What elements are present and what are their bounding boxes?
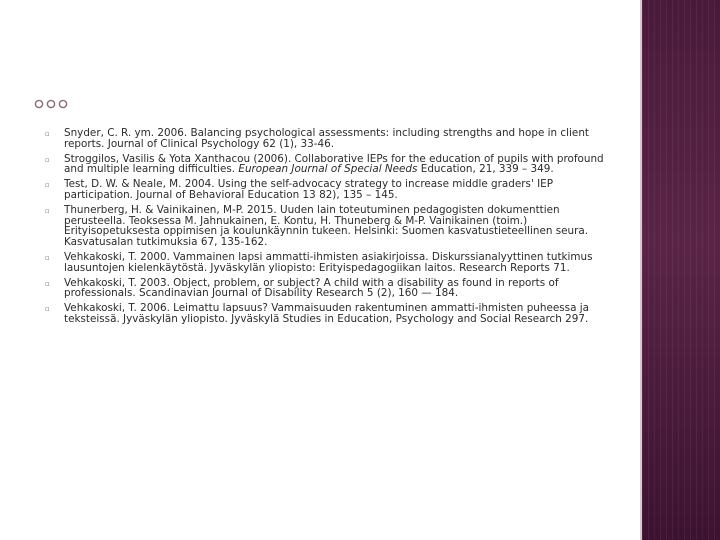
reference-item bbox=[45, 179, 610, 201]
reference-text: Stroggilos, Vasilis & Yota Xanthacou (2006). Collaborative IEPs for the education of pupils with profound and multiple learning difficulties. bbox=[64, 152, 604, 176]
reference-text: Thunerberg, H. & Vainikainen, M-P. 2015. Uuden lain toteutuminen pedagogisten dokumenttien perusteella. Teoksessa M. Jahnukainen, E. Kontu, H. Thuneberg & M-P. Vainikainen (toim.) Erityisopetuksesta oppimisen ja koulunkäynnin tukeen. Helsinki: Suomen kasvatustieteellinen seura. Kasvatusalan tutkimuksia 67, 135-162. bbox=[64, 203, 589, 249]
reference-text: Test, D. W. & Neale, M. 2004. Using the self-advocacy strategy to increase middle graders' IEP participation. Journal of Behavioral Education 13 82), 135 – 145. bbox=[64, 178, 554, 201]
decorative-side-band bbox=[642, 0, 720, 540]
reference-item bbox=[45, 278, 610, 300]
small-bullet-icon: ▫ bbox=[45, 253, 50, 262]
reference-italic-text: European Journal of Special Needs bbox=[238, 163, 418, 176]
reference-item bbox=[45, 128, 610, 150]
reference-text: Vehkakoski, T. 2000. Vammainen lapsi ammatti-ihmisten asiakirjoissa. Diskurssianalyyttinen tutkimus lausuntojen kielenkäytöstä. Jyväskylän yliopisto: Erityispedagogiikan laitos. Research Reports 71. bbox=[64, 250, 593, 274]
reference-item bbox=[45, 303, 610, 325]
small-bullet-icon: ▫ bbox=[45, 206, 50, 215]
three-circles-ornament-icon bbox=[33, 98, 73, 110]
reference-text: Vehkakoski, T. 2006. Leimattu lapsuus? Vammaisuuden rakentuminen ammatti-ihmisten puheessa ja teksteissä. Jyväskylän yliopisto. Jyväskylä Studies in Education, Psychology and Social Research 297. bbox=[64, 302, 589, 325]
reference-text: Snyder, C. R. ym. 2006. Balancing psychological assessments: including strengths and hope in client reports. Journal of Clinical Psychology 62 (1), 33-46. bbox=[64, 127, 589, 150]
reference-item bbox=[45, 252, 610, 274]
small-bullet-icon: ▫ bbox=[45, 155, 50, 164]
reference-list bbox=[45, 128, 610, 329]
small-bullet-icon: ▫ bbox=[45, 130, 50, 138]
reference-item bbox=[45, 205, 610, 248]
reference-text: Vehkakoski, T. 2003. Object, problem, or subject? A child with a disability as found in reports of professionals. Scandinavian Journal of Disability Research 5 (2), 160 — 184. bbox=[64, 276, 559, 300]
small-bullet-icon: ▫ bbox=[45, 181, 50, 190]
reference-item bbox=[45, 154, 610, 176]
reference-text: Education, 21, 339 – 349. bbox=[417, 163, 554, 176]
band-texture bbox=[642, 0, 720, 540]
small-bullet-icon: ▫ bbox=[45, 305, 50, 314]
small-bullet-icon: ▫ bbox=[45, 279, 50, 288]
